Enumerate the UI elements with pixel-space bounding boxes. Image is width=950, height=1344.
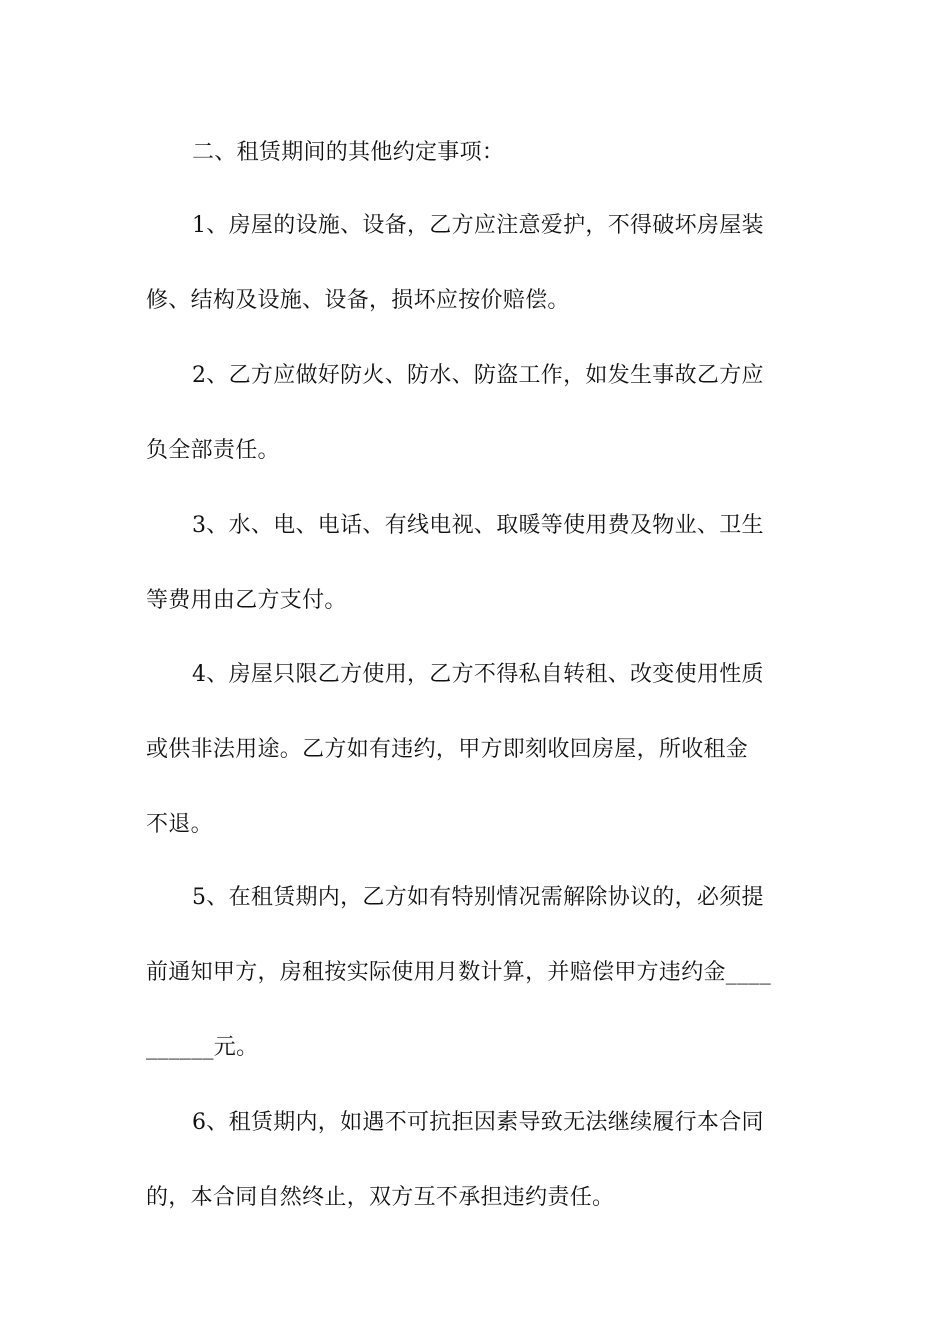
clause-4-line-2: 或供非法用途。乙方如有违约，甲方即刻收回房屋，所收租金 — [146, 737, 749, 762]
clause-5-line-3: ______元。 — [146, 1035, 259, 1060]
clause-6-line-1: 6、租赁期内，如遇不可抗拒因素导致无法继续履行本合同 — [192, 1110, 764, 1135]
clause-5-line-2: 前通知甲方，房租按实际使用月数计算，并赔偿甲方违约金____ — [146, 960, 772, 985]
clause-3-line-2: 等费用由乙方支付。 — [146, 588, 347, 613]
clause-4-line-3: 不退。 — [146, 812, 213, 837]
clause-2-line-2: 负全部责任。 — [146, 438, 280, 463]
clause-5-line-1: 5、在租赁期内，乙方如有特别情况需解除协议的，必须提 — [192, 885, 764, 910]
clause-2-line-1: 2、乙方应做好防火、防水、防盗工作，如发生事故乙方应 — [192, 363, 764, 388]
clause-6-line-2: 的，本合同自然终止，双方互不承担违约责任。 — [146, 1185, 615, 1210]
clause-4-line-1: 4、房屋只限乙方使用，乙方不得私自转租、改变使用性质 — [192, 662, 764, 687]
clause-1-line-1: 1、房屋的设施、设备，乙方应注意爱护，不得破坏房屋装 — [192, 213, 764, 238]
section-heading: 二、租赁期间的其他约定事项： — [192, 140, 505, 165]
clause-1-line-2: 修、结构及设施、设备，损坏应按价赔偿。 — [146, 288, 570, 313]
clause-3-line-1: 3、水、电、电话、有线电视、取暖等使用费及物业、卫生 — [192, 513, 764, 538]
